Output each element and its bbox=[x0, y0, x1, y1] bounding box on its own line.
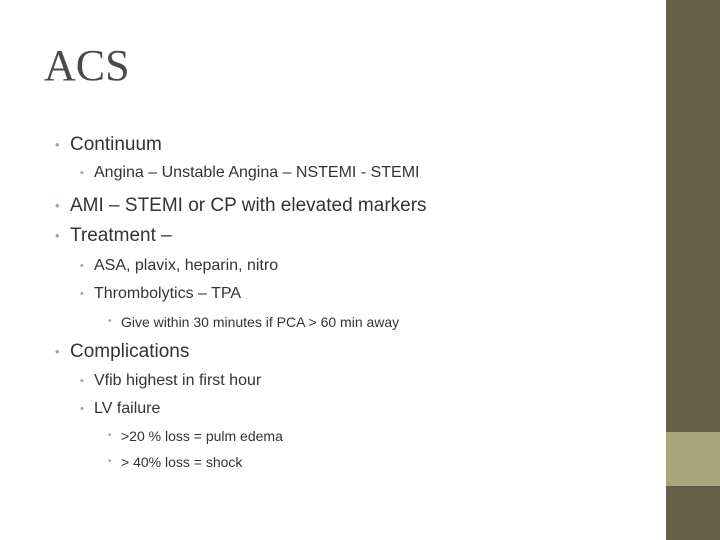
bullet-text: Give within 30 minutes if PCA > 60 min away bbox=[121, 314, 400, 330]
bullet-text: LV failure bbox=[94, 400, 161, 417]
bullet-text: Vfib highest in first hour bbox=[94, 372, 262, 389]
bullet-item bbox=[80, 285, 242, 302]
bullet-icon: • bbox=[108, 430, 112, 441]
bullet-item bbox=[55, 225, 172, 246]
sidebar-accent-block bbox=[666, 432, 720, 486]
bullet-text: >20 % loss = pulm edema bbox=[121, 428, 283, 444]
bullet-text: AMI – STEMI or CP with elevated markers bbox=[70, 195, 427, 216]
bullet-item bbox=[80, 164, 420, 181]
bullet-text: Treatment – bbox=[70, 225, 172, 246]
bullet-item bbox=[55, 134, 162, 155]
bullet-text: Angina – Unstable Angina – NSTEMI - STEMI bbox=[94, 164, 420, 181]
bullet-item bbox=[108, 428, 283, 444]
bullet-icon: • bbox=[55, 228, 60, 243]
bullet-icon: • bbox=[80, 375, 84, 387]
bullet-icon: • bbox=[55, 344, 60, 359]
bullet-item bbox=[55, 341, 190, 362]
bullet-icon: • bbox=[80, 403, 84, 415]
bullet-icon: • bbox=[108, 316, 112, 327]
bullet-icon: • bbox=[80, 260, 84, 272]
bullet-item bbox=[80, 372, 262, 389]
bullet-text: Complications bbox=[70, 341, 190, 362]
bullet-text: > 40% loss = shock bbox=[121, 454, 243, 470]
bullet-item bbox=[108, 454, 243, 470]
bullet-text: Continuum bbox=[70, 134, 162, 155]
bullet-text: ASA, plavix, heparin, nitro bbox=[94, 257, 279, 274]
bullet-icon: • bbox=[80, 167, 84, 179]
bullet-item bbox=[108, 314, 400, 330]
bullet-item bbox=[80, 400, 161, 417]
bullet-icon: • bbox=[55, 137, 60, 152]
bullet-icon: • bbox=[55, 198, 60, 213]
bullet-item bbox=[55, 195, 427, 216]
bullet-item bbox=[80, 257, 279, 274]
bullet-icon: • bbox=[80, 288, 84, 300]
bullet-text: Thrombolytics – TPA bbox=[94, 285, 242, 302]
bullet-icon: • bbox=[108, 456, 112, 467]
slide-title: ACS bbox=[44, 41, 130, 90]
